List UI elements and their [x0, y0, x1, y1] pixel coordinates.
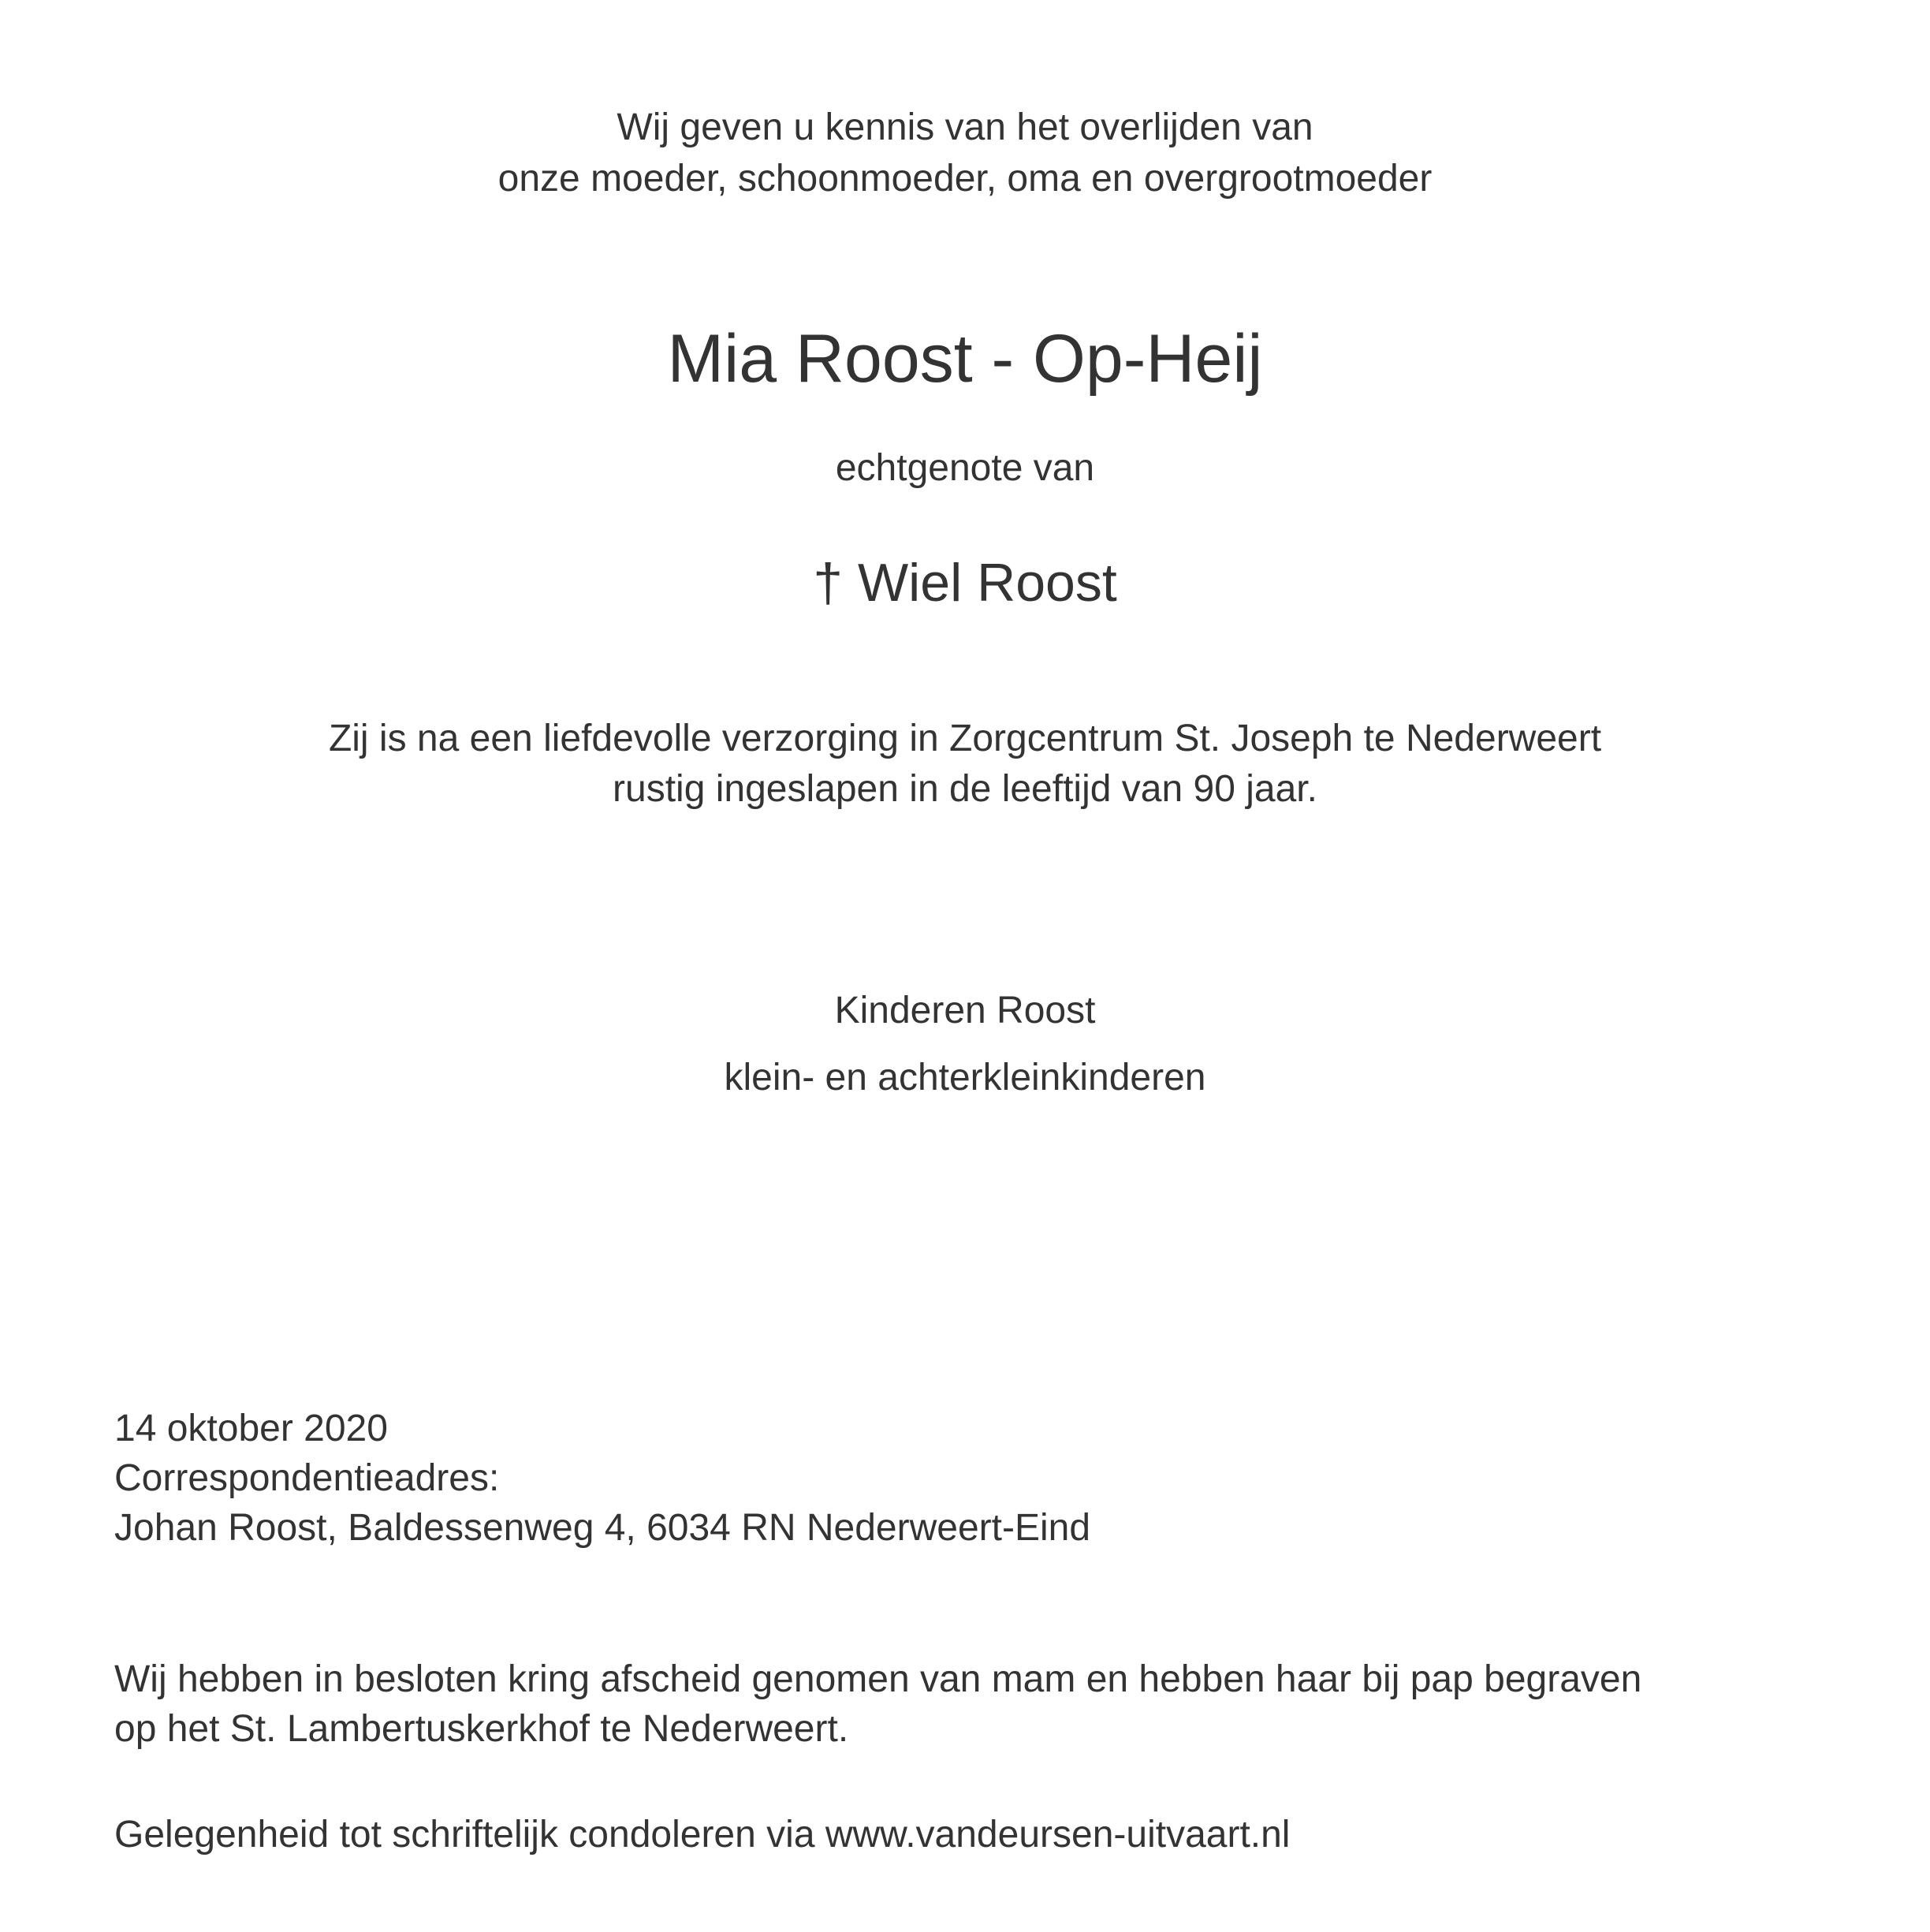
address-label: Correspondentieadres: [114, 1457, 500, 1499]
address: Johan Roost, Baldessenweg 4, 6034 RN Nederweert-Eind [114, 1507, 1091, 1549]
message-line-2: rustig ingeslapen in de leeftijd van 90 jaar. [613, 768, 1317, 810]
spouse-name: † Wiel Roost [813, 553, 1117, 613]
spouse-prefix: echtgenote van [835, 447, 1095, 489]
intro-line-1: Wij geven u kennis van het overlijden van [617, 106, 1313, 148]
farewell-line-2: op het St. Lambertuskerkhof te Nederweert. [114, 1708, 849, 1750]
condolence-line: Gelegenheid tot schriftelijk condoleren via www.vandeursen-uitvaart.nl [114, 1814, 1291, 1856]
intro-line-2: onze moeder, schoonmoeder, oma en overgrootmoeder [497, 158, 1433, 200]
message-line-1: Zij is na een liefdevolle verzorging in Zorgcentrum St. Joseph te Nederweert [328, 718, 1602, 759]
family-line-1: Kinderen Roost [834, 990, 1096, 1031]
family-line-2: klein- en achterkleinkinderen [724, 1057, 1206, 1098]
farewell-line-1: Wij hebben in besloten kring afscheid genomen van mam en hebben haar bij pap begraven [114, 1658, 1642, 1700]
deceased-name: Mia Roost - Op-Heij [667, 321, 1263, 397]
date: 14 oktober 2020 [114, 1408, 388, 1449]
